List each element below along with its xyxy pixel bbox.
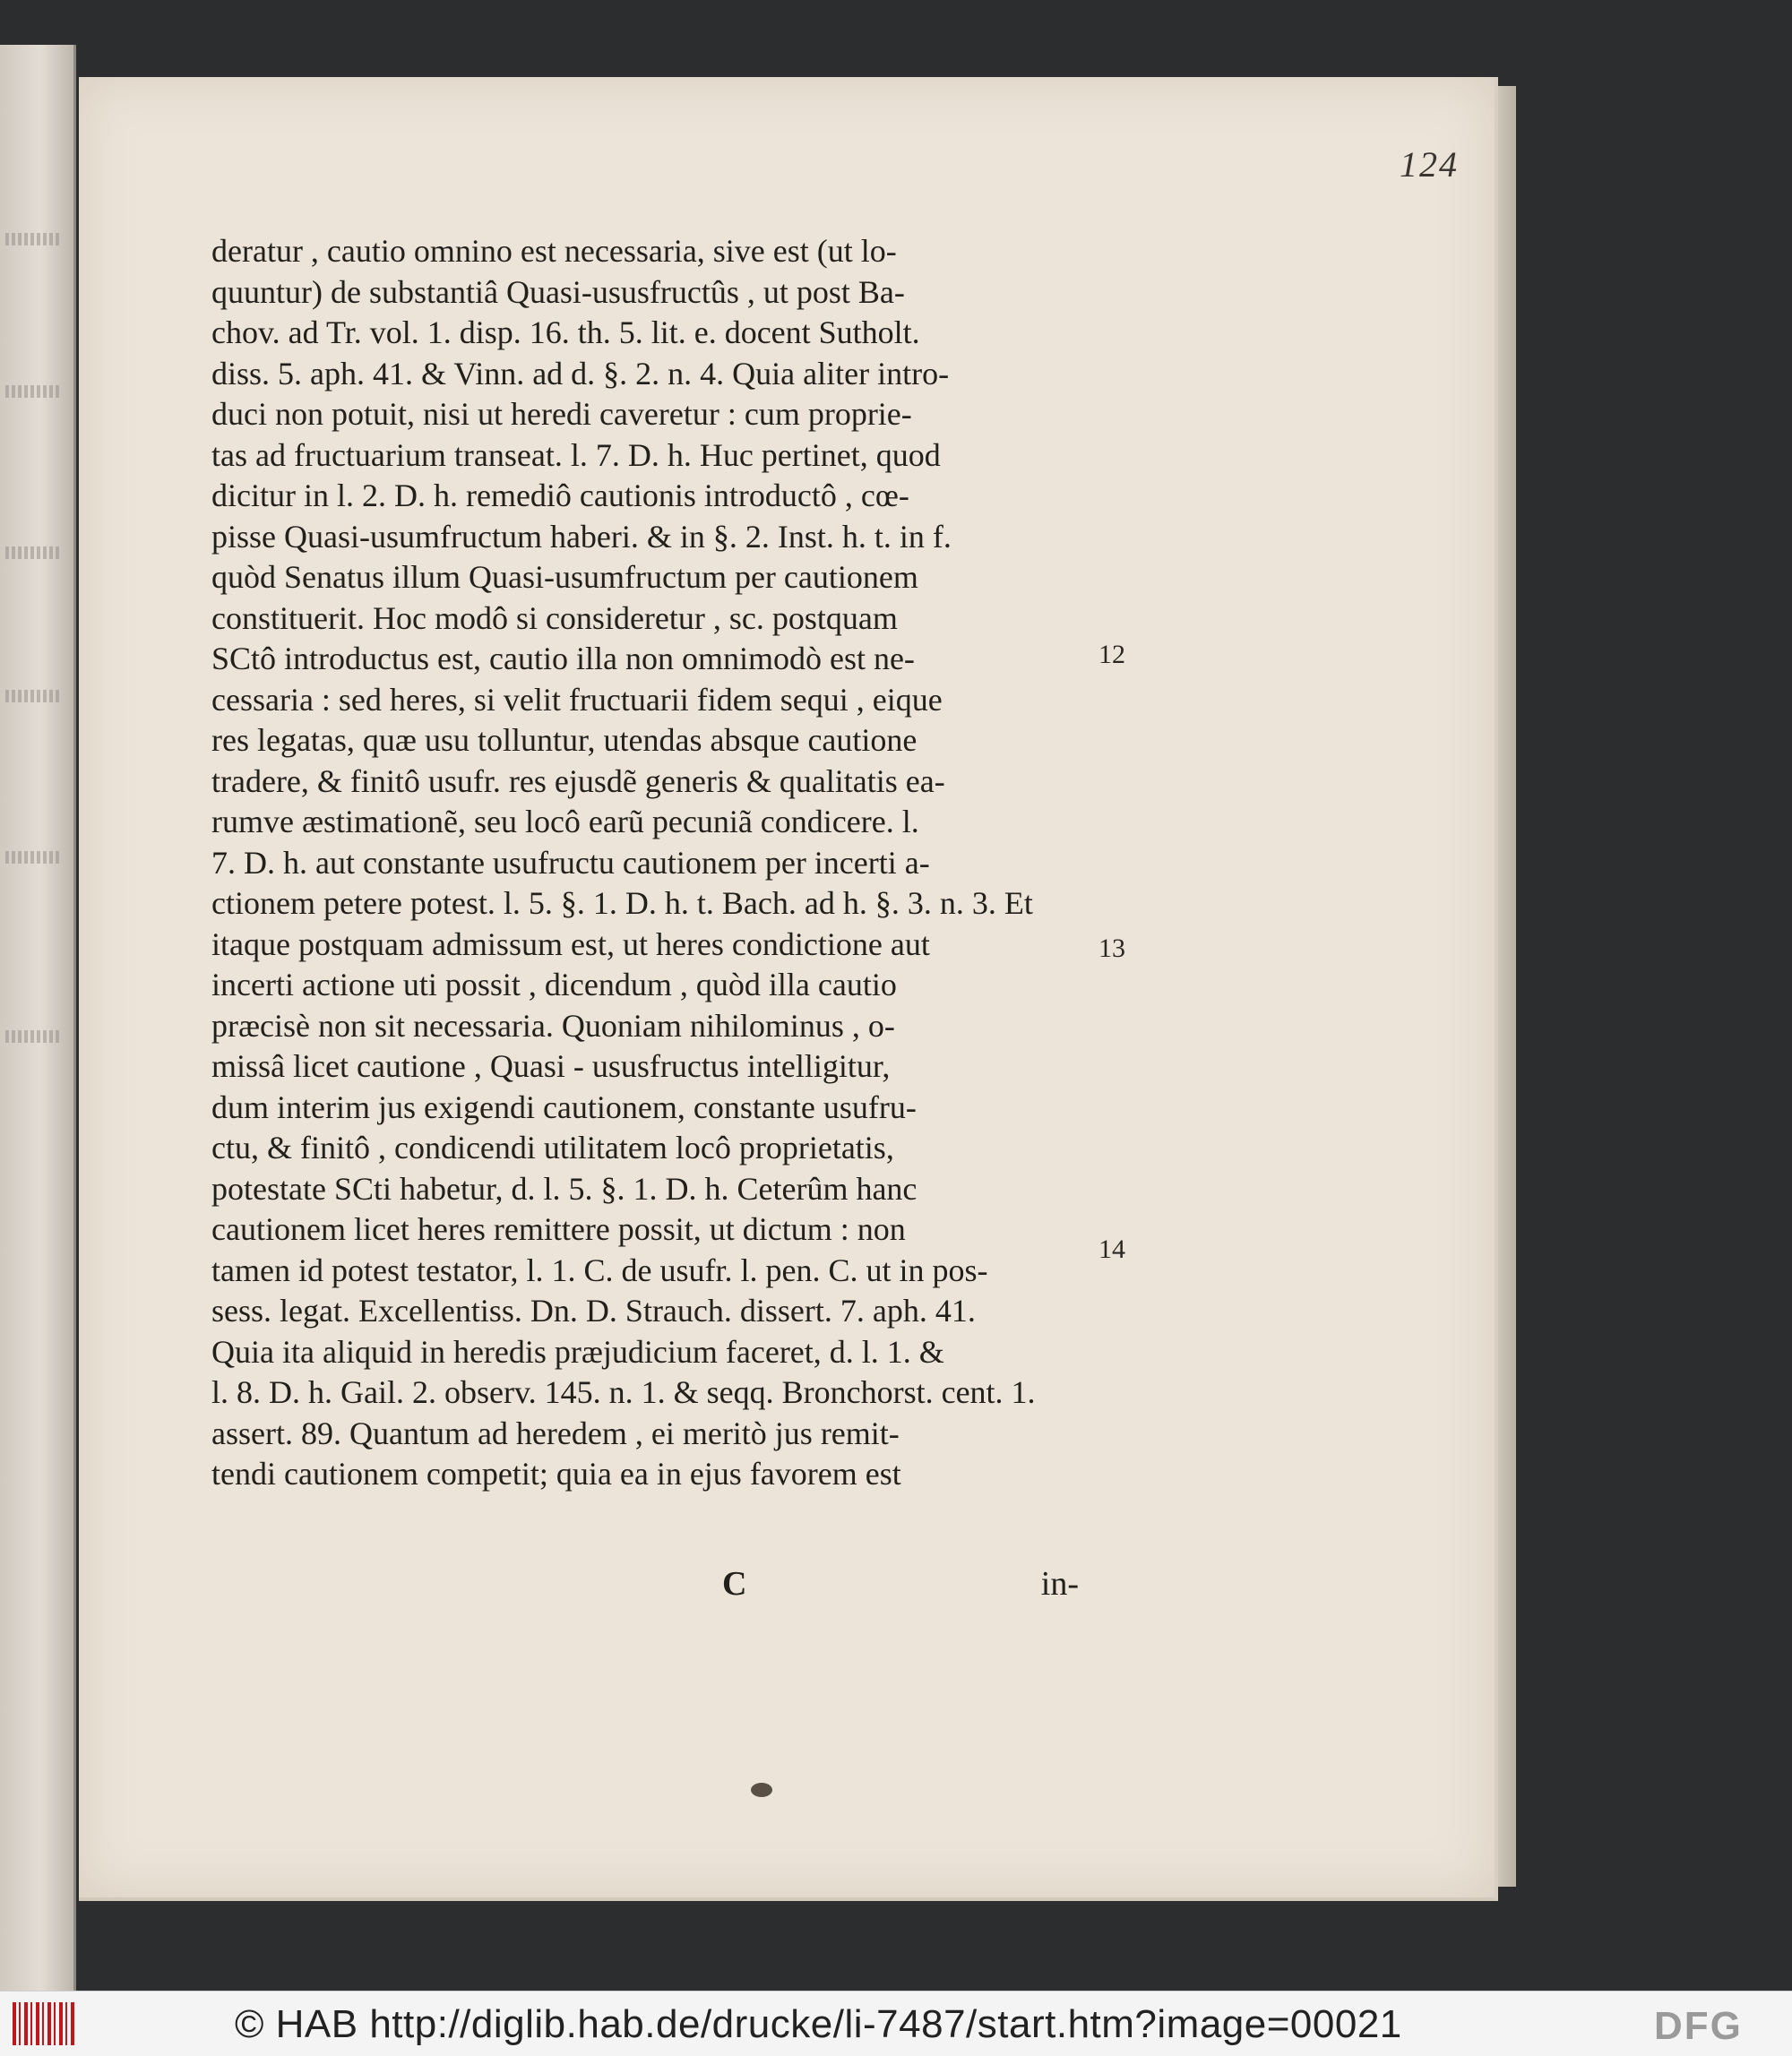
page-footer-line [211, 1564, 1090, 1609]
text-line: quuntur) de substantiâ Quasi-ususfructûs , ut post Ba- [211, 273, 905, 310]
text-line: l. 8. D. h. Gail. 2. observ. 145. n. 1. & seqq. Bronchorst. cent. 1. [211, 1374, 1036, 1410]
text-line: dicitur in l. 2. D. h. remediô cautionis introductô , cœ- [211, 477, 909, 513]
text-line: cessaria : sed heres, si velit fructuarii fidem sequi , eique [211, 681, 943, 718]
text-line: sess. legat. Excellentiss. Dn. D. Strauch. dissert. 7. aph. 41. [211, 1293, 976, 1329]
text-line: chov. ad Tr. vol. 1. disp. 16. th. 5. lit. e. docent Sutholt. [211, 314, 920, 350]
text-line: dum interim jus exigendi cautionem, constante usufru- [211, 1088, 917, 1125]
text-line: potestate SCti habetur, d. l. 5. §. 1. D. h. Ceterûm hanc [211, 1170, 918, 1207]
text-line: constituerit. Hoc modô si consideretur , sc. postquam [211, 599, 898, 636]
source-link[interactable]: © HAB http://diglib.hab.de/drucke/li-7487/start.htm?image=00021 [235, 2002, 1402, 2046]
text-line: tendi cautionem competit; quia ea in ejus favorem est [211, 1456, 901, 1492]
text-line: assert. 89. Quantum ad heredem , ei meritò jus remit- [211, 1415, 900, 1451]
text-line: Quia ita aliquid in heredis præjudicium faceret, d. l. 1. & [211, 1333, 944, 1370]
barcode-icon [13, 2002, 75, 2045]
text-line: pisse Quasi-usumfructum haberi. & in §. 2. Inst. h. t. in f. [211, 518, 952, 555]
text-line: tradere, & finitô usufr. res ejusdẽ generis & qualitatis ea- [211, 762, 945, 799]
dfg-logo: DFG [1654, 2004, 1743, 2048]
text-line: incerti actione uti possit , dicendum , quòd illa cautio [211, 967, 897, 1002]
text-line: duci non potuit, nisi ut heredi caveretur : cum proprie- [211, 396, 912, 432]
text-line: quòd Senatus illum Quasi-usumfructum per cautionem [211, 559, 918, 595]
margin-number: 12 [1098, 640, 1125, 669]
text-line: ctionem petere potest. l. 5. §. 1. D. h. t. Bach. ad h. §. 3. n. 3. Et [211, 885, 1033, 921]
text-line: tamen id potest testator, l. 1. C. de usufr. l. pen. C. ut in pos- [211, 1252, 988, 1288]
catchword: in- [1040, 1565, 1079, 1603]
footer-bar [0, 1991, 1792, 2056]
text-line: deratur , cautio omnino est necessaria, sive est (ut lo- [211, 233, 897, 269]
text-line: præcisè non sit necessaria. Quoniam nihilominus , o- [211, 1007, 895, 1044]
signature-mark: C [722, 1565, 747, 1603]
ink-spot [751, 1783, 772, 1797]
text-line: cautionem licet heres remittere possit, ut dictum : non [211, 1211, 906, 1247]
gutter-text-fragment [5, 546, 59, 559]
text-line: rumve æstimationẽ, seu locô earũ pecuniã condicere. l. [211, 804, 919, 839]
gutter-text-fragment [5, 851, 59, 864]
folio-number: 124 [1400, 144, 1459, 185]
text-line: ctu, & finitô , condicendi utilitatem locô proprietatis, [211, 1130, 894, 1166]
text-line: itaque postquam admissum est, ut heres condictione aut [211, 925, 930, 962]
gutter-text-fragment [5, 233, 59, 245]
text-line: 7. D. h. aut constante usufructu cautionem per incerti a- [211, 844, 930, 881]
gutter-text-fragment [5, 1030, 59, 1043]
gutter-text-fragment [5, 690, 59, 702]
margin-number: 13 [1098, 933, 1125, 963]
text-line: SCtô introductus est, cautio illa non omnimodò est ne- [211, 641, 915, 676]
text-line: tas ad fructuarium transeat. l. 7. D. h. Huc pertinet, quod [211, 436, 941, 473]
text-line: diss. 5. aph. 41. & Vinn. ad d. §. 2. n. 4. Quia aliter intro- [211, 355, 950, 391]
text-line: missâ licet cautione , Quasi - ususfructus intelligitur, [211, 1048, 891, 1084]
text-line: res legatas, quæ usu tolluntur, utendas absque cautione [211, 722, 918, 758]
margin-number: 14 [1098, 1234, 1125, 1264]
gutter-text-fragment [5, 385, 59, 398]
previous-page-edge [0, 45, 76, 1991]
body-text [211, 231, 1090, 1495]
